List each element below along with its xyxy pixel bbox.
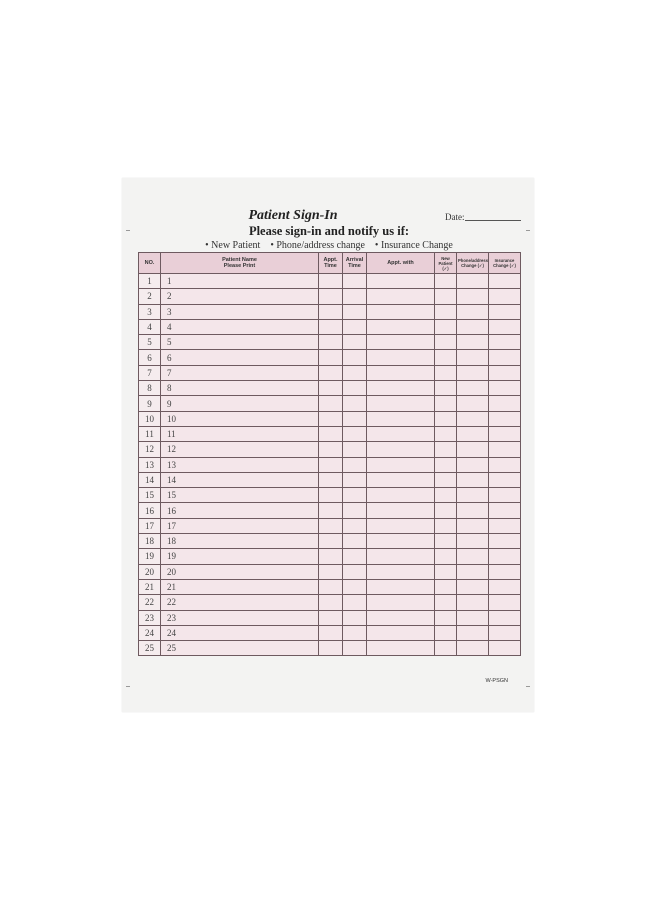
sign-in-form-sheet — [122, 178, 534, 712]
appt-time-field[interactable] — [319, 442, 343, 457]
option-insurance: • Insurance Change — [375, 240, 453, 251]
arrival-time-field[interactable] — [343, 442, 367, 457]
new-patient-check[interactable] — [435, 396, 457, 411]
row-number: 8 — [139, 381, 161, 396]
phone-address-check[interactable] — [457, 411, 489, 426]
patient-name-field[interactable]: 17 — [161, 518, 319, 533]
patient-name-field[interactable]: 10 — [161, 411, 319, 426]
table-row — [139, 274, 521, 289]
arrival-time-field[interactable] — [343, 579, 367, 594]
appt-time-field[interactable] — [319, 335, 343, 350]
table-row — [139, 411, 521, 426]
row-number: 7 — [139, 365, 161, 380]
form-title: Patient Sign-In — [248, 208, 338, 223]
patient-name-field[interactable]: 4 — [161, 319, 319, 334]
header-arrival-time: Arrival Time — [343, 253, 367, 274]
insurance-check[interactable] — [489, 564, 521, 579]
new-patient-check[interactable] — [435, 579, 457, 594]
new-patient-check[interactable] — [435, 488, 457, 503]
row-number: 24 — [139, 625, 161, 640]
appt-time-field[interactable] — [319, 503, 343, 518]
appt-with-field[interactable] — [367, 457, 435, 472]
header-phone-address-change: Phone/address Change (✓) — [457, 253, 489, 274]
insurance-check[interactable] — [489, 534, 521, 549]
appt-time-field[interactable] — [319, 396, 343, 411]
header-no: NO. — [139, 253, 161, 274]
phone-address-check[interactable] — [457, 503, 489, 518]
phone-address-check[interactable] — [457, 549, 489, 564]
patient-name-field[interactable]: 20 — [161, 564, 319, 579]
phone-address-check[interactable] — [457, 304, 489, 319]
new-patient-check[interactable] — [435, 381, 457, 396]
insurance-check[interactable] — [489, 442, 521, 457]
insurance-check[interactable] — [489, 595, 521, 610]
row-number: 12 — [139, 442, 161, 457]
arrival-time-field[interactable] — [343, 426, 367, 441]
arrival-time-field[interactable] — [343, 625, 367, 640]
table-row — [139, 641, 521, 656]
appt-with-field[interactable] — [367, 365, 435, 380]
table-row — [139, 595, 521, 610]
appt-time-field[interactable] — [319, 472, 343, 487]
phone-address-check[interactable] — [457, 274, 489, 289]
insurance-check[interactable] — [489, 381, 521, 396]
patient-name-field[interactable]: 1 — [161, 274, 319, 289]
insurance-check[interactable] — [489, 319, 521, 334]
appt-with-field[interactable] — [367, 488, 435, 503]
arrival-time-field[interactable] — [343, 457, 367, 472]
phone-address-check[interactable] — [457, 365, 489, 380]
appt-time-field[interactable] — [319, 518, 343, 533]
appt-with-field[interactable] — [367, 503, 435, 518]
header-insurance-change: Insurance Change (✓) — [489, 253, 521, 274]
new-patient-check[interactable] — [435, 549, 457, 564]
appt-with-field[interactable] — [367, 564, 435, 579]
row-number: 22 — [139, 595, 161, 610]
appt-time-field[interactable] — [319, 319, 343, 334]
table-row — [139, 503, 521, 518]
table-row — [139, 610, 521, 625]
insurance-check[interactable] — [489, 488, 521, 503]
phone-address-check[interactable] — [457, 472, 489, 487]
appt-with-field[interactable] — [367, 534, 435, 549]
insurance-check[interactable] — [489, 641, 521, 656]
table-row — [139, 625, 521, 640]
arrival-time-field[interactable] — [343, 472, 367, 487]
new-patient-check[interactable] — [435, 411, 457, 426]
appt-time-field[interactable] — [319, 457, 343, 472]
appt-time-field[interactable] — [319, 579, 343, 594]
appt-time-field[interactable] — [319, 534, 343, 549]
row-number: 11 — [139, 426, 161, 441]
patient-name-field[interactable]: 24 — [161, 625, 319, 640]
patient-name-field[interactable]: 8 — [161, 381, 319, 396]
insurance-check[interactable] — [489, 350, 521, 365]
header-appt-time: Appt. Time — [319, 253, 343, 274]
row-number: 2 — [139, 289, 161, 304]
row-number: 13 — [139, 457, 161, 472]
phone-address-check[interactable] — [457, 335, 489, 350]
appt-with-field[interactable] — [367, 274, 435, 289]
sign-in-rows — [139, 274, 521, 656]
patient-name-field[interactable]: 19 — [161, 549, 319, 564]
insurance-check[interactable] — [489, 411, 521, 426]
appt-time-field[interactable] — [319, 350, 343, 365]
appt-with-field[interactable] — [367, 549, 435, 564]
arrival-time-field[interactable] — [343, 549, 367, 564]
arrival-time-field[interactable] — [343, 411, 367, 426]
new-patient-check[interactable] — [435, 503, 457, 518]
phone-address-check[interactable] — [457, 518, 489, 533]
new-patient-check[interactable] — [435, 442, 457, 457]
new-patient-check[interactable] — [435, 610, 457, 625]
new-patient-check[interactable] — [435, 457, 457, 472]
appt-time-field[interactable] — [319, 564, 343, 579]
table-row — [139, 534, 521, 549]
arrival-time-field[interactable] — [343, 319, 367, 334]
appt-with-field[interactable] — [367, 641, 435, 656]
patient-name-field[interactable]: 18 — [161, 534, 319, 549]
arrival-time-field[interactable] — [343, 396, 367, 411]
table-row — [139, 564, 521, 579]
insurance-check[interactable] — [489, 457, 521, 472]
arrival-time-field[interactable] — [343, 503, 367, 518]
row-number: 17 — [139, 518, 161, 533]
arrival-time-field[interactable] — [343, 274, 367, 289]
patient-name-field[interactable]: 9 — [161, 396, 319, 411]
table-row — [139, 335, 521, 350]
new-patient-check[interactable] — [435, 304, 457, 319]
new-patient-check[interactable] — [435, 641, 457, 656]
arrival-time-field[interactable] — [343, 610, 367, 625]
table-row — [139, 319, 521, 334]
appt-time-field[interactable] — [319, 595, 343, 610]
table-row — [139, 289, 521, 304]
table-row — [139, 396, 521, 411]
phone-address-check[interactable] — [457, 625, 489, 640]
phone-address-check[interactable] — [457, 595, 489, 610]
insurance-check[interactable] — [489, 625, 521, 640]
appt-time-field[interactable] — [319, 289, 343, 304]
new-patient-check[interactable] — [435, 564, 457, 579]
arrival-time-field[interactable] — [343, 350, 367, 365]
header-row — [139, 253, 521, 274]
table-row — [139, 381, 521, 396]
arrival-time-field[interactable] — [343, 488, 367, 503]
option-phone-address: • Phone/address change — [270, 240, 365, 251]
appt-with-field[interactable] — [367, 426, 435, 441]
notify-options — [138, 240, 520, 251]
patient-name-field[interactable]: 15 — [161, 488, 319, 503]
form-body — [138, 194, 518, 698]
patient-name-field[interactable]: 11 — [161, 426, 319, 441]
insurance-check[interactable] — [489, 365, 521, 380]
table-row — [139, 442, 521, 457]
patient-name-field[interactable]: 21 — [161, 579, 319, 594]
margin-mark — [126, 686, 130, 687]
new-patient-check[interactable] — [435, 319, 457, 334]
phone-address-check[interactable] — [457, 350, 489, 365]
patient-name-field[interactable]: 6 — [161, 350, 319, 365]
appt-with-field[interactable] — [367, 304, 435, 319]
appt-time-field[interactable] — [319, 641, 343, 656]
arrival-time-field[interactable] — [343, 534, 367, 549]
patient-name-field[interactable]: 22 — [161, 595, 319, 610]
appt-with-field[interactable] — [367, 610, 435, 625]
date-label: Date: — [445, 212, 465, 222]
row-number: 23 — [139, 610, 161, 625]
phone-address-check[interactable] — [457, 426, 489, 441]
row-number: 18 — [139, 534, 161, 549]
patient-name-field[interactable]: 5 — [161, 335, 319, 350]
arrival-time-field[interactable] — [343, 381, 367, 396]
appt-time-field[interactable] — [319, 625, 343, 640]
appt-with-field[interactable] — [367, 289, 435, 304]
new-patient-check[interactable] — [435, 365, 457, 380]
form-code: W-PSGN — [485, 678, 508, 684]
new-patient-check[interactable] — [435, 289, 457, 304]
appt-with-field[interactable] — [367, 350, 435, 365]
row-number: 25 — [139, 641, 161, 656]
date-field[interactable] — [465, 220, 521, 221]
insurance-check[interactable] — [489, 304, 521, 319]
phone-address-check[interactable] — [457, 579, 489, 594]
table-row — [139, 365, 521, 380]
margin-mark — [526, 686, 530, 687]
header-appt-with: Appt. with — [367, 253, 435, 274]
row-number: 14 — [139, 472, 161, 487]
appt-with-field[interactable] — [367, 518, 435, 533]
appt-time-field[interactable] — [319, 488, 343, 503]
row-number: 3 — [139, 304, 161, 319]
patient-name-field[interactable]: 14 — [161, 472, 319, 487]
row-number: 19 — [139, 549, 161, 564]
table-row — [139, 304, 521, 319]
sign-in-table — [138, 252, 521, 656]
table-row — [139, 472, 521, 487]
new-patient-check[interactable] — [435, 274, 457, 289]
arrival-time-field[interactable] — [343, 304, 367, 319]
phone-address-check[interactable] — [457, 396, 489, 411]
phone-address-check[interactable] — [457, 488, 489, 503]
appt-with-field[interactable] — [367, 625, 435, 640]
table-row — [139, 518, 521, 533]
insurance-check[interactable] — [489, 610, 521, 625]
option-new-patient: • New Patient — [205, 240, 260, 251]
new-patient-check[interactable] — [435, 625, 457, 640]
table-row — [139, 488, 521, 503]
notify-instruction: Please sign-in and notify us if: — [248, 224, 410, 238]
new-patient-check[interactable] — [435, 595, 457, 610]
new-patient-check[interactable] — [435, 426, 457, 441]
phone-address-check[interactable] — [457, 641, 489, 656]
arrival-time-field[interactable] — [343, 564, 367, 579]
arrival-time-field[interactable] — [343, 595, 367, 610]
arrival-time-field[interactable] — [343, 518, 367, 533]
appt-with-field[interactable] — [367, 335, 435, 350]
appt-time-field[interactable] — [319, 274, 343, 289]
appt-with-field[interactable] — [367, 411, 435, 426]
header-patient-name: Patient Name Please Print — [161, 253, 319, 274]
insurance-check[interactable] — [489, 503, 521, 518]
arrival-time-field[interactable] — [343, 641, 367, 656]
insurance-check[interactable] — [489, 289, 521, 304]
patient-name-field[interactable]: 3 — [161, 304, 319, 319]
table-row — [139, 350, 521, 365]
arrival-time-field[interactable] — [343, 289, 367, 304]
header-new-patient: New Patient (✓) — [435, 253, 457, 274]
new-patient-check[interactable] — [435, 518, 457, 533]
row-number: 6 — [139, 350, 161, 365]
appt-with-field[interactable] — [367, 579, 435, 594]
table-row — [139, 549, 521, 564]
row-number: 5 — [139, 335, 161, 350]
phone-address-check[interactable] — [457, 457, 489, 472]
margin-mark — [526, 230, 530, 231]
appt-with-field[interactable] — [367, 595, 435, 610]
insurance-check[interactable] — [489, 472, 521, 487]
new-patient-check[interactable] — [435, 472, 457, 487]
insurance-check[interactable] — [489, 426, 521, 441]
margin-mark — [126, 230, 130, 231]
appt-time-field[interactable] — [319, 365, 343, 380]
phone-address-check[interactable] — [457, 381, 489, 396]
appt-time-field[interactable] — [319, 381, 343, 396]
new-patient-check[interactable] — [435, 350, 457, 365]
row-number: 15 — [139, 488, 161, 503]
patient-name-field[interactable]: 2 — [161, 289, 319, 304]
insurance-check[interactable] — [489, 518, 521, 533]
row-number: 1 — [139, 274, 161, 289]
table-row — [139, 457, 521, 472]
arrival-time-field[interactable] — [343, 365, 367, 380]
appt-time-field[interactable] — [319, 610, 343, 625]
phone-address-check[interactable] — [457, 534, 489, 549]
patient-name-field[interactable]: 7 — [161, 365, 319, 380]
appt-time-field[interactable] — [319, 426, 343, 441]
patient-name-field[interactable]: 16 — [161, 503, 319, 518]
table-row — [139, 579, 521, 594]
row-number: 21 — [139, 579, 161, 594]
new-patient-check[interactable] — [435, 534, 457, 549]
appt-time-field[interactable] — [319, 549, 343, 564]
arrival-time-field[interactable] — [343, 335, 367, 350]
insurance-check[interactable] — [489, 396, 521, 411]
appt-with-field[interactable] — [367, 381, 435, 396]
insurance-check[interactable] — [489, 549, 521, 564]
patient-name-field[interactable]: 12 — [161, 442, 319, 457]
appt-time-field[interactable] — [319, 411, 343, 426]
row-number: 9 — [139, 396, 161, 411]
patient-name-field[interactable]: 25 — [161, 641, 319, 656]
appt-with-field[interactable] — [367, 319, 435, 334]
insurance-check[interactable] — [489, 335, 521, 350]
new-patient-check[interactable] — [435, 335, 457, 350]
row-number: 10 — [139, 411, 161, 426]
patient-name-field[interactable]: 23 — [161, 610, 319, 625]
row-number: 20 — [139, 564, 161, 579]
insurance-check[interactable] — [489, 579, 521, 594]
appt-time-field[interactable] — [319, 304, 343, 319]
phone-address-check[interactable] — [457, 564, 489, 579]
appt-with-field[interactable] — [367, 472, 435, 487]
phone-address-check[interactable] — [457, 442, 489, 457]
patient-name-field[interactable]: 13 — [161, 457, 319, 472]
phone-address-check[interactable] — [457, 319, 489, 334]
table-row — [139, 426, 521, 441]
insurance-check[interactable] — [489, 274, 521, 289]
phone-address-check[interactable] — [457, 610, 489, 625]
phone-address-check[interactable] — [457, 289, 489, 304]
row-number: 4 — [139, 319, 161, 334]
row-number: 16 — [139, 503, 161, 518]
appt-with-field[interactable] — [367, 396, 435, 411]
appt-with-field[interactable] — [367, 442, 435, 457]
